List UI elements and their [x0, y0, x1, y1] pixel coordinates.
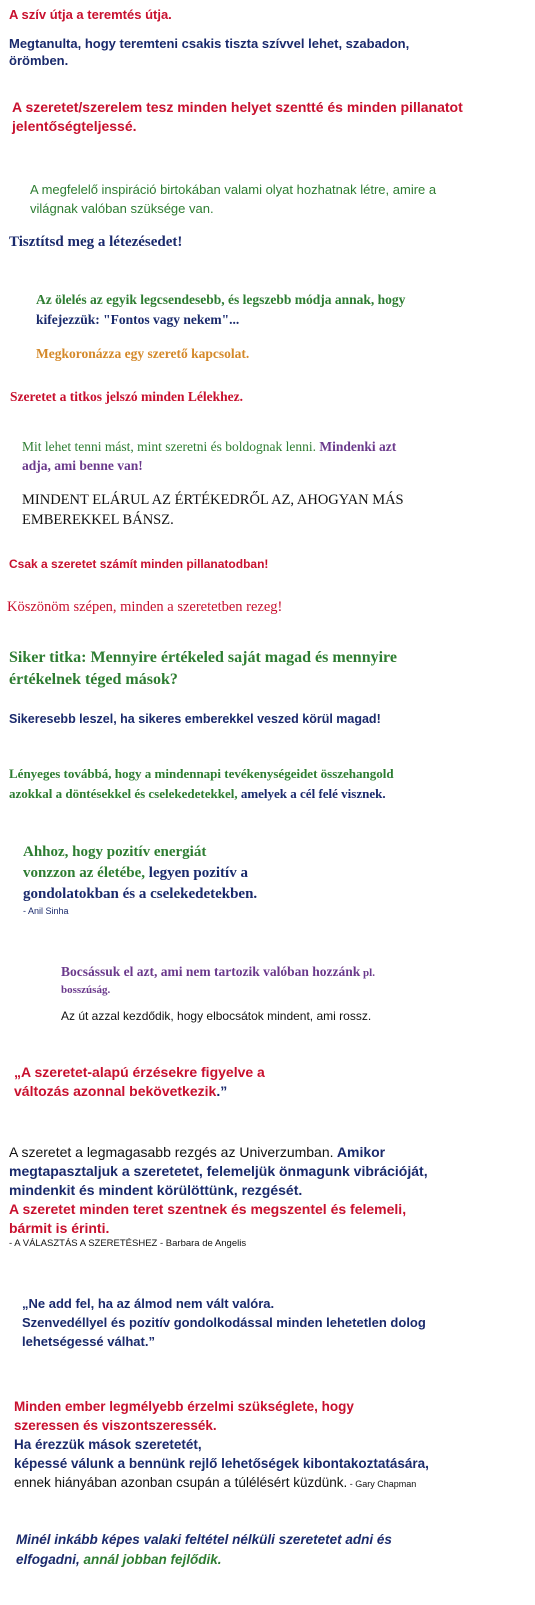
quote-line: Ha érezzük mások szeretetét,: [14, 1437, 202, 1452]
quote-dont-give-up: [22, 1294, 535, 1351]
quote-emotional-need: [14, 1397, 535, 1494]
quote-line: szeressen és viszontszeressék.: [14, 1418, 217, 1433]
quote-line: „Ne add fel, ha az álmod nem vált valóra.: [22, 1296, 275, 1311]
quote-line: bosszúság.: [61, 984, 111, 996]
quote-line: Lényeges továbbá, hogy a mindennapi tevékenységeidet összehangold: [9, 766, 394, 781]
quote-text: A szív útja a teremtés útja.: [9, 7, 172, 22]
quote-line: kifejezzük: "Fontos vagy nekem"...: [36, 312, 240, 327]
quote-worth: [22, 490, 535, 530]
quote-part: Amikor: [333, 1144, 386, 1160]
quote-line: Az ölelés az egyik legcsendesebb, és legszebb módja annak, hogy: [36, 292, 406, 307]
quote-let-go: [61, 963, 535, 999]
quote-line: mindenkit és mindent körülöttünk, rezgését.: [9, 1182, 303, 1198]
quote-part: legyen pozitív a: [145, 865, 248, 881]
quote-part: vonzzon az életébe,: [23, 865, 146, 881]
quote-unconditional-love: [16, 1530, 535, 1570]
quote-line: Siker titka: Mennyire értékeled saját magad és mennyire: [9, 649, 397, 666]
quote-thank-you: [7, 599, 535, 616]
quote-author: - A VÁLASZTÁS A SZERETÉSHEZ - Barbara de Angelis: [9, 1238, 247, 1249]
quote-line: gondolatokban és a cselekedetekben.: [23, 886, 258, 902]
quote-author: - Anil Sinha: [23, 906, 69, 916]
quote-line: Ahhoz, hogy pozitív energiát: [23, 844, 207, 860]
quote-part: Mit lehet tenni mást, mint szeretni és boldognak lenni.: [22, 439, 316, 454]
quote-line: bármit is érinti.: [9, 1220, 110, 1236]
quote-line: világnak valóban szüksége van.: [30, 201, 214, 216]
quote-author: - Gary Chapman: [347, 1479, 417, 1489]
quote-line: Minél inkább képes valaki feltétel nélküli szeretetet adni és: [16, 1532, 392, 1547]
quote-text: Köszönöm szépen, minden a szeretetben rezeg!: [7, 599, 283, 615]
quote-line: EMBEREKKEL BÁNSZ.: [22, 512, 174, 528]
quote-love-happy: [22, 437, 535, 475]
quote-success-secret: [9, 647, 535, 691]
quote-inspiration: [30, 180, 535, 218]
quote-create-pure-heart: [9, 35, 535, 69]
quote-part: ennek hiányában azonban csupán a túlélésért küzdünk.: [14, 1475, 348, 1490]
quote-line: képessé válunk a bennünk rejlő lehetőségek kibontakoztatására,: [14, 1456, 429, 1471]
quote-part: .”: [216, 1083, 228, 1099]
quote-part: amelyek a cél felé visznek.: [237, 786, 386, 801]
quote-hug: [36, 290, 535, 330]
quote-line: Minden ember legmélyebb érzelmi szükséglete, hogy: [14, 1399, 354, 1414]
quote-line: A szeretet/szerelem tesz minden helyet szentté és minden pillanatot: [12, 99, 463, 115]
quote-line: A szeretet minden teret szentnek és megszentel és felemeli,: [9, 1201, 407, 1217]
quote-line: adja, ami benne van!: [22, 458, 143, 473]
quote-positive-energy: [23, 842, 535, 905]
quote-successful-people: [9, 712, 535, 726]
quote-text: Szeretet a titkos jelszó minden Lélekhez.: [10, 389, 243, 404]
quote-highest-vibration: [9, 1143, 535, 1238]
quote-path-begins: [61, 1009, 535, 1023]
quote-crowned: [36, 346, 535, 362]
quote-text: Az út azzal kezdődik, hogy elbocsátok mindent, ami rossz.: [61, 1009, 372, 1023]
quote-part: A szeretet a legmagasabb rezgés az Univerzumban.: [9, 1144, 334, 1160]
quote-line: lehetségessé válhat.”: [22, 1334, 155, 1349]
quote-part: Mindenki azt: [319, 439, 397, 454]
quote-secret-password: [10, 389, 535, 405]
quote-line: Megtanulta, hogy teremteni csakis tiszta szívvel lehet, szabadon,: [9, 36, 410, 51]
quote-text: Tisztítsd meg a létezésedet!: [9, 234, 183, 250]
quote-part: változás azonnal bekövetkezik: [14, 1083, 217, 1099]
quote-line: Szenvedéllyel és pozitív gondolkodással minden lehetetlen dolog: [22, 1315, 426, 1330]
quote-part: pl.: [360, 967, 375, 979]
quote-only-love: [9, 557, 535, 571]
quote-text: Csak a szeretet számít minden pillanatodban!: [9, 557, 269, 571]
quote-line: „A szeretet-alapú érzésekre figyelve a: [14, 1064, 265, 1080]
quote-line: megtapasztaljuk a szeretetet, felemeljük önmagunk vibrációját,: [9, 1163, 428, 1179]
quote-line: értékelnek téged mások?: [9, 671, 178, 688]
quote-text: Sikeresebb leszel, ha sikeres emberekkel veszed körül magad!: [9, 712, 381, 726]
quote-love-based-feelings: [14, 1063, 535, 1101]
quote-daily-activities: [9, 764, 535, 804]
quote-line: jelentőségteljessé.: [12, 118, 137, 134]
quote-love-sacred: [12, 98, 535, 136]
quote-part: azokkal a döntésekkel és cselekedetekkel,: [9, 786, 238, 801]
quote-line: örömben.: [9, 53, 69, 68]
quote-part: elfogadni,: [16, 1552, 80, 1567]
quote-part: annál jobban fejlődik.: [79, 1552, 222, 1567]
quote-part: Bocsássuk el azt, ami nem tartozik valóban hozzánk: [61, 964, 361, 979]
quote-line: A megfelelő inspiráció birtokában valami olyat hozhatnak létre, amire a: [30, 182, 437, 197]
quote-line: MINDENT ELÁRUL AZ ÉRTÉKEDRŐL AZ, AHOGYAN MÁS: [22, 492, 404, 508]
quote-text: Megkoronázza egy szerető kapcsolat.: [36, 346, 250, 361]
quote-cleanse: [9, 234, 535, 251]
quote-heart-path: [9, 7, 535, 22]
